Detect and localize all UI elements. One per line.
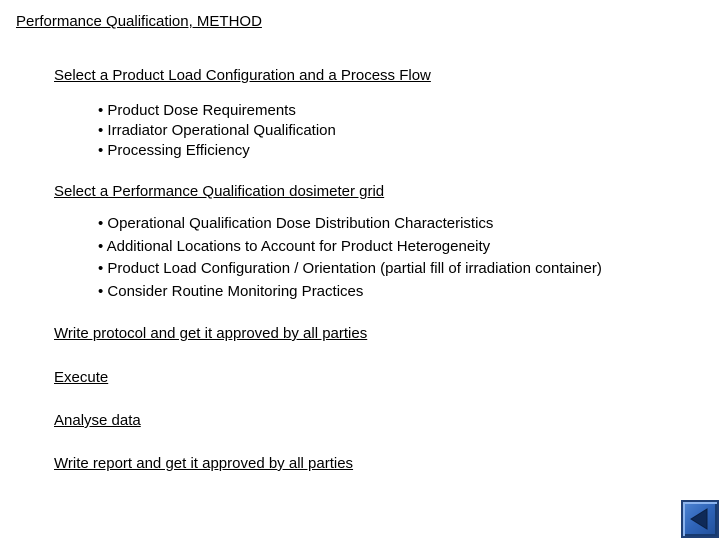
back-arrow-icon [683,502,717,536]
list-item: • Consider Routine Monitoring Practices [98,282,364,300]
step-write-report: Write report and get it approved by all parties [54,455,354,472]
list-item: • Operational Qualification Dose Distribution Characteristics [98,215,494,232]
bullet-list-dosimeter-grid [98,213,602,303]
page-title: Performance Qualification, METHOD [16,13,262,30]
list-item: • Product Dose Requirements [98,102,296,119]
bullet-list-load-configuration [98,101,336,161]
back-button[interactable] [681,500,719,538]
list-item: • Additional Locations to Account for Product Heterogeneity [98,237,491,255]
section-heading-dosimeter-grid: Select a Performance Qualification dosimeter grid [54,183,385,200]
list-item: • Irradiator Operational Qualification [98,122,336,139]
step-write-protocol: Write protocol and get it approved by all parties [54,325,368,342]
step-execute: Execute [54,369,109,386]
list-item: • Processing Efficiency [98,142,250,159]
list-item: • Product Load Configuration / Orientation (partial fill of irradiation container) [98,260,602,277]
section-heading-load-configuration: Select a Product Load Configuration and a Process Flow [54,67,431,84]
step-analyse-data: Analyse data [54,412,141,429]
